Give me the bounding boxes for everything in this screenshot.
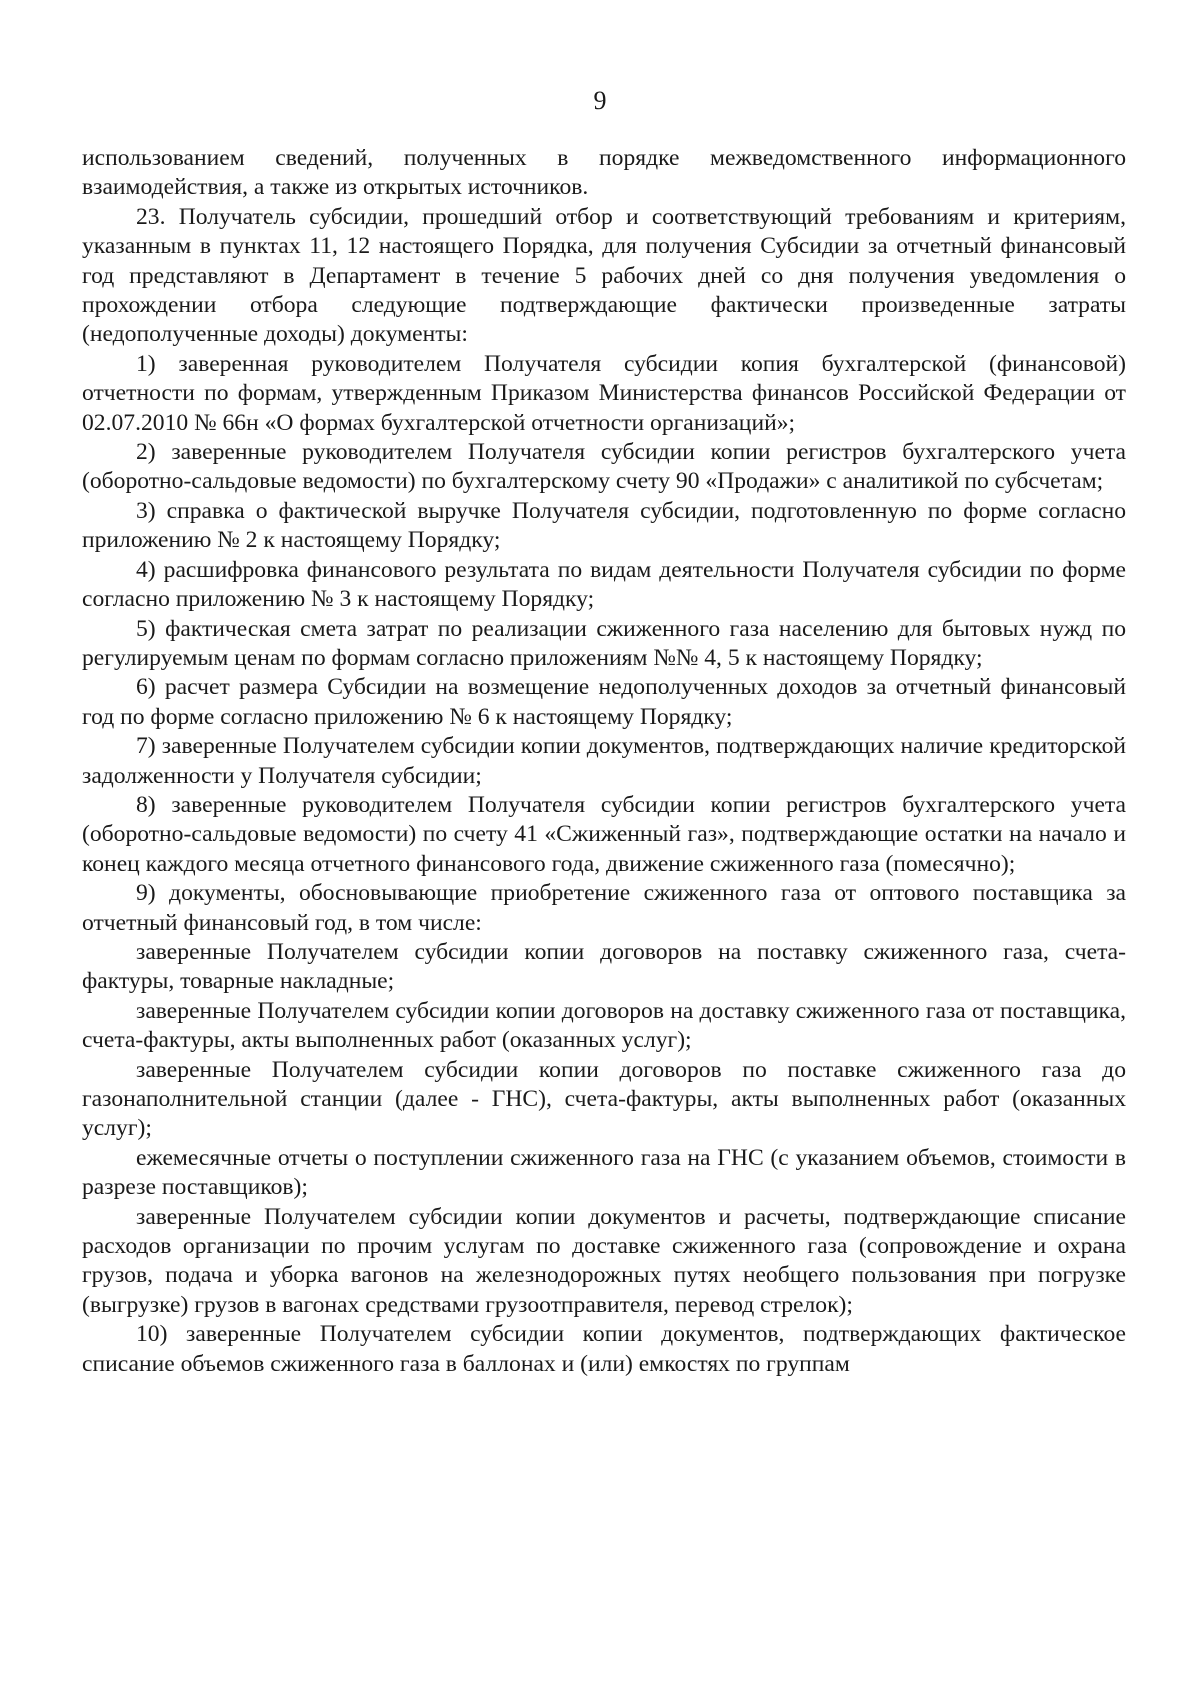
list-item-8: 8) заверенные руководителем Получателя субсидии копии регистров бухгалтерского учета (оборотно-сальдовые ведомости) по счету 41 «Сжиженный газ», подтверждающие остатки на начало и конец каждого месяца отчетного финансового года, движение сжиженного газа (помесячно); bbox=[82, 791, 1126, 877]
list-item-5: 5) фактическая смета затрат по реализации сжиженного газа населению для бытовых нужд по регулируемым ценам по формам согласно приложениям №№ 4, 5 к настоящему Порядку; bbox=[82, 615, 1126, 671]
document-body bbox=[82, 144, 1126, 1379]
sub-item-other-services: заверенные Получателем субсидии копии документов и расчеты, подтверждающие списание расходов организации по прочим услугам по доставке сжиженного газа (сопровождение и охрана грузов, подача и уборка вагонов на железнодорожных путях необщего пользования при погрузке (выгрузке) грузов в вагонах средствами грузоотправителя, перевод стрелок); bbox=[82, 1203, 1126, 1318]
sub-item-gns-contracts: заверенные Получателем субсидии копии договоров по поставке сжиженного газа до газонаполнительной станции (далее - ГНС), счета-фактуры, акты выполненных работ (оказанных услуг); bbox=[82, 1056, 1126, 1142]
list-item-2: 2) заверенные руководителем Получателя субсидии копии регистров бухгалтерского учета (оборотно-сальдовые ведомости) по бухгалтерскому счету 90 «Продажи» с аналитикой по субсчетам; bbox=[82, 439, 1126, 495]
sub-item-delivery-contracts: заверенные Получателем субсидии копии договоров на доставку сжиженного газа от поставщика, счета-фактуры, акты выполненных работ (оказанных услуг); bbox=[82, 997, 1126, 1054]
list-item-6: 6) расчет размера Субсидии на возмещение недополученных доходов за отчетный финансовый год по форме согласно приложению № 6 к настоящему Порядку; bbox=[82, 674, 1126, 730]
list-item-7: 7) заверенные Получателем субсидии копии документов, подтверждающих наличие кредиторской задолженности у Получателя субсидии; bbox=[82, 733, 1126, 789]
page-number: 9 bbox=[593, 86, 607, 115]
paragraph-clause-23: 23. Получатель субсидии, прошедший отбор и соответствующий требованиям и критериям, указанным в пунктах 11, 12 настоящего Порядка, для получения Субсидии за отчетный финансовый год представляют в Департамент в течение 5 рабочих дней со дня получения уведомления о прохождении отбора следующие подтверждающие фактически произведенные затраты (недополученные доходы) документы: bbox=[82, 203, 1126, 348]
sub-item-supply-contracts: заверенные Получателем субсидии копии договоров на поставку сжиженного газа, счета-фактуры, товарные накладные; bbox=[82, 938, 1126, 995]
sub-item-monthly-reports: ежемесячные отчеты о поступлении сжиженного газа на ГНС (с указанием объемов, стоимости в разрезе поставщиков); bbox=[82, 1144, 1126, 1201]
list-item-9: 9) документы, обосновывающие приобретение сжиженного газа от оптового поставщика за отчетный финансовый год, в том числе: bbox=[82, 880, 1126, 936]
list-item-10: 10) заверенные Получателем субсидии копии документов, подтверждающих фактическое списание объемов сжиженного газа в баллонах и (или) емкостях по группам bbox=[82, 1321, 1126, 1377]
list-item-3: 3) справка о фактической выручке Получателя субсидии, подготовленную по форме согласно приложению № 2 к настоящему Порядку; bbox=[82, 497, 1126, 554]
paragraph-continuation: использованием сведений, полученных в порядке межведомственного информационного взаимодействия, а также из открытых источников. bbox=[82, 145, 1126, 201]
list-item-4: 4) расшифровка финансового результата по видам деятельности Получателя субсидии по форме согласно приложению № 3 к настоящему Порядку; bbox=[82, 556, 1126, 613]
list-item-1: 1) заверенная руководителем Получателя субсидии копия бухгалтерской (финансовой) отчетности по формам, утвержденным Приказом Министерства финансов Российской Федерации от 02.07.2010 № 66н «О формах бухгалтерской отчетности организаций»; bbox=[82, 350, 1126, 436]
